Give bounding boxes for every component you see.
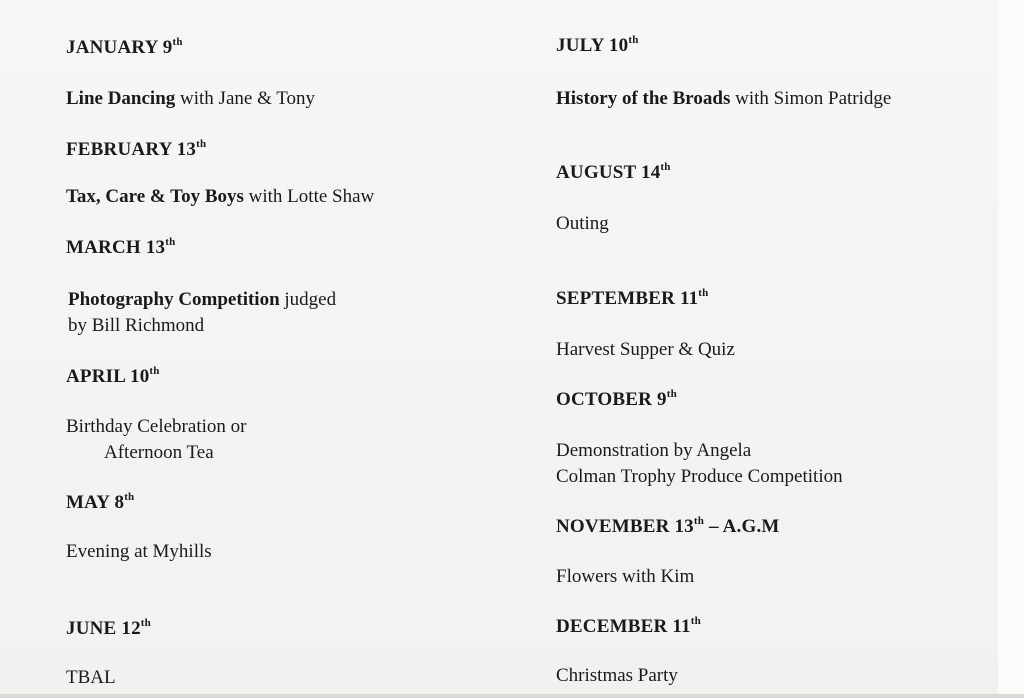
month-heading-april: APRIL 10th bbox=[66, 365, 160, 387]
month-heading-september: SEPTEMBER 11th bbox=[556, 287, 709, 309]
event-november: Flowers with Kim bbox=[556, 566, 695, 587]
event-october: Demonstration by Angela Colman Trophy Produce Competition bbox=[556, 440, 843, 487]
event-april: Birthday Celebration or Afternoon Tea bbox=[66, 416, 247, 463]
month-heading-march: MARCH 13th bbox=[66, 236, 176, 258]
month-heading-august: AUGUST 14th bbox=[556, 161, 671, 183]
month-heading-november: NOVEMBER 13th – A.G.M bbox=[556, 515, 780, 537]
month-heading-february: FEBRUARY 13th bbox=[66, 138, 207, 160]
month-heading-december: DECEMBER 11th bbox=[556, 615, 701, 637]
month-heading-june: JUNE 12th bbox=[66, 617, 151, 639]
event-december: Christmas Party bbox=[556, 665, 678, 686]
event-march: Photography Competition judged by Bill Richmond bbox=[68, 289, 337, 336]
event-february: Tax, Care & Toy Boys with Lotte Shaw bbox=[66, 186, 375, 207]
event-september: Harvest Supper & Quiz bbox=[556, 339, 735, 360]
event-may: Evening at Myhills bbox=[66, 541, 212, 562]
page-edge bbox=[998, 0, 1024, 698]
page-bottom-edge bbox=[0, 694, 1024, 698]
month-heading-october: OCTOBER 9th bbox=[556, 388, 677, 410]
month-heading-july: JULY 10th bbox=[556, 34, 639, 56]
event-july: History of the Broads with Simon Patridge bbox=[556, 88, 892, 109]
event-june: TBAL bbox=[66, 667, 116, 688]
month-heading-may: MAY 8th bbox=[66, 491, 135, 513]
month-heading-january: JANUARY 9th bbox=[66, 36, 183, 58]
event-august: Outing bbox=[556, 213, 609, 234]
event-january: Line Dancing with Jane & Tony bbox=[66, 88, 316, 109]
